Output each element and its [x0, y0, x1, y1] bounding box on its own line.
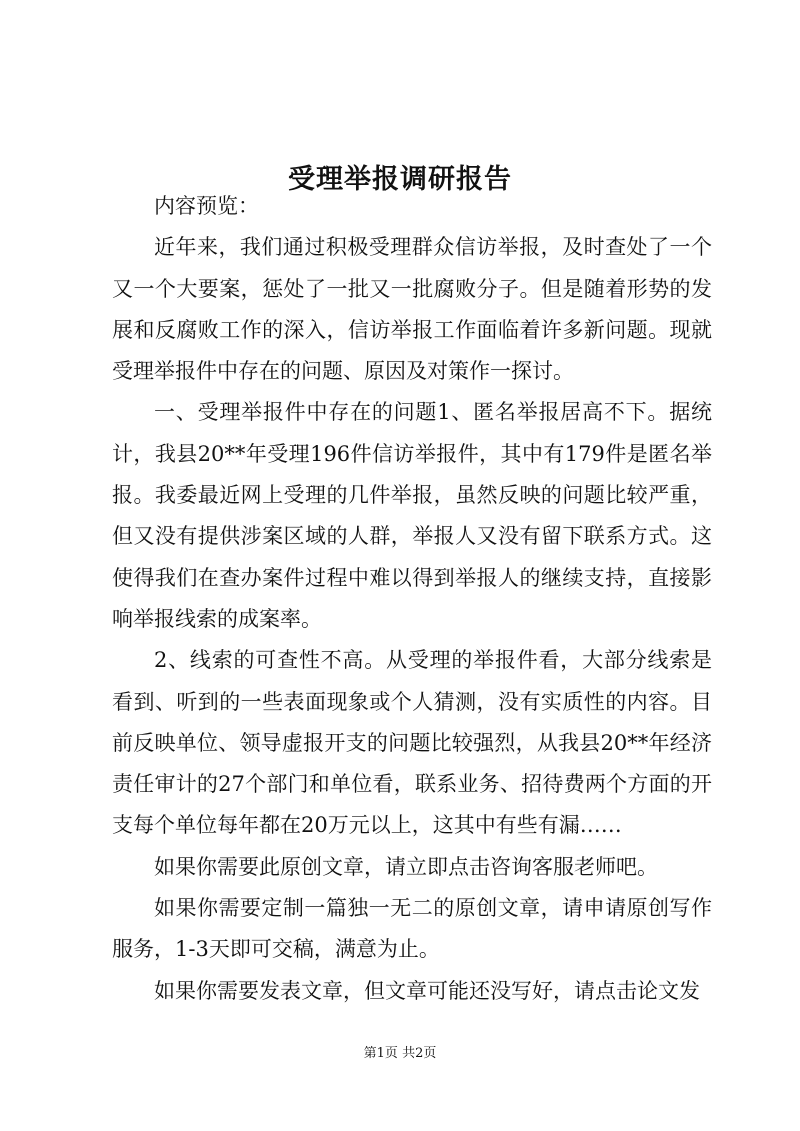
page-number: 第1页	[363, 1046, 398, 1061]
paragraph-promo-consult: 如果你需要此原创文章，请立即点击咨询客服老师吧。	[154, 854, 658, 879]
paragraph-intro: 近年来，我们通过积极受理群众信访举报，及时查处了一个又一个大要案，惩处了一批又一批腐败分子。但是随着形势的发展和反腐败工作的深入，信访举报工作面临着许多新问题。现就受理举报件中存在的问题、原因及对策作一探讨。	[112, 235, 712, 384]
paragraph-section-1: 一、受理举报件中存在的问题1、匿名举报居高不下。据统计，我县20**年受理196件信访举报件，其中有179件是匿名举报。我委最近网上受理的几件举报，虽然反映的问题比较严重，但又没有提供涉案区域的人群，举报人又没有留下联系方式。这使得我们在查办案件过程中难以得到举报人的继续支持，直接影响举报线索的成案率。	[112, 400, 712, 631]
paragraph-promo-custom: 如果你需要定制一篇独一无二的原创文章，请申请原创写作服务，1-3天即可交稿，满意为止。	[112, 896, 712, 962]
document-body	[112, 186, 712, 1012]
document-title: 受理举报调研报告	[288, 164, 512, 196]
paragraph-section-2: 2、线索的可查性不高。从受理的举报件看，大部分线索是看到、听到的一些表面现象或个人猜测，没有实质性的内容。目前反映单位、领导虚报开支的问题比较强烈，从我县20**年经济责任审计的27个部门和单位看，联系业务、招待费两个方面的开支每个单位每年都在20万元以上，这其中有些有漏……	[112, 648, 712, 838]
paragraph-preview-label: 内容预览：	[154, 194, 259, 218]
page-footer	[0, 1044, 800, 1064]
paragraph-promo-publish: 如果你需要发表文章，但文章可能还没写好，请点击论文发	[154, 978, 700, 1003]
page-total: 共2页	[402, 1046, 437, 1061]
